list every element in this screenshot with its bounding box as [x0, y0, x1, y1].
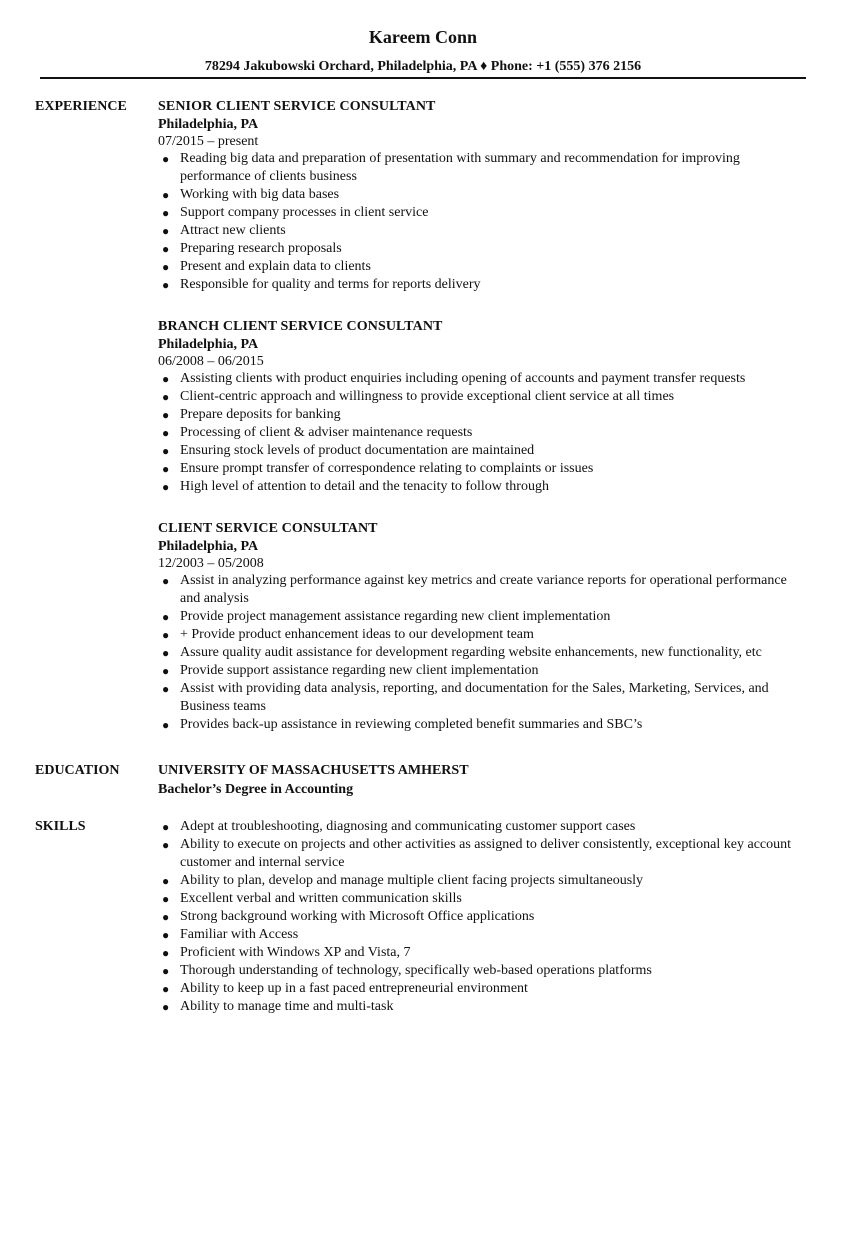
job-location: Philadelphia, PA — [158, 337, 259, 352]
bullet-icon: ● — [162, 964, 170, 978]
header-divider — [40, 77, 806, 79]
education-heading: EDUCATION — [35, 763, 120, 778]
job-location: Philadelphia, PA — [158, 117, 259, 132]
bullet-icon: ● — [162, 664, 170, 678]
bullet-text: Assisting clients with product enquiries including opening of accounts and payment transfer requests — [180, 371, 746, 386]
bullet-text: Support company processes in client service — [180, 205, 429, 220]
bullet-icon: ● — [162, 646, 170, 660]
list-item — [158, 908, 808, 926]
bullet-icon: ● — [162, 910, 170, 924]
list-item — [158, 150, 808, 186]
bullet-icon: ● — [162, 928, 170, 942]
bullet-icon: ● — [162, 838, 170, 852]
list-item — [158, 204, 808, 222]
list-item — [158, 890, 808, 908]
skill-text: Thorough understanding of technology, specifically web-based operations platforms — [180, 963, 652, 978]
list-item — [158, 608, 808, 626]
bullet-icon: ● — [162, 982, 170, 996]
list-item — [158, 442, 808, 460]
list-item — [158, 478, 808, 496]
list-item — [158, 872, 808, 890]
job-title: CLIENT SERVICE CONSULTANT — [158, 521, 378, 536]
job-entry — [158, 520, 808, 734]
list-item — [158, 944, 808, 962]
list-item — [158, 276, 808, 294]
skill-text: Ability to manage time and multi-task — [180, 999, 394, 1014]
bullet-icon: ● — [162, 408, 170, 422]
bullet-icon: ● — [162, 242, 170, 256]
resume-name: Kareem Conn — [368, 27, 478, 47]
list-item — [158, 572, 808, 608]
list-item — [158, 644, 808, 662]
education-school: UNIVERSITY OF MASSACHUSETTS AMHERST — [158, 763, 469, 778]
education-entry — [158, 762, 808, 800]
skill-text: Excellent verbal and written communication skills — [180, 891, 462, 906]
bullet-icon: ● — [162, 628, 170, 642]
list-item — [158, 222, 808, 240]
list-item — [158, 680, 808, 716]
bullet-icon: ● — [162, 874, 170, 888]
bullet-text: Provides back-up assistance in reviewing completed benefit summaries and SBC’s — [180, 717, 643, 732]
bullet-text: Ensuring stock levels of product documentation are maintained — [180, 443, 535, 458]
bullet-icon: ● — [162, 224, 170, 238]
list-item — [158, 370, 808, 388]
list-item — [158, 998, 808, 1016]
job-title: SENIOR CLIENT SERVICE CONSULTANT — [158, 99, 436, 114]
bullet-text: Working with big data bases — [180, 187, 340, 202]
bullet-icon: ● — [162, 820, 170, 834]
list-item — [158, 716, 808, 734]
skill-text: Ability to plan, develop and manage multiple client facing projects simultaneously — [180, 873, 644, 888]
bullet-icon: ● — [162, 260, 170, 274]
skill-text: Ability to keep up in a fast paced entrepreneurial environment — [180, 981, 528, 996]
bullet-icon: ● — [162, 1000, 170, 1014]
bullet-text: Assist with providing data analysis, reporting, and documentation for the Sales, Marketing, Services, and Business teams — [180, 681, 769, 714]
list-item — [158, 836, 808, 872]
list-item — [158, 186, 808, 204]
job-entry — [158, 98, 808, 294]
job-entry — [158, 318, 808, 496]
bullet-text: Provide project management assistance regarding new client implementation — [180, 609, 611, 624]
list-item — [158, 240, 808, 258]
list-item — [158, 406, 808, 424]
list-item — [158, 962, 808, 980]
bullet-icon: ● — [162, 574, 170, 588]
bullet-icon: ● — [162, 426, 170, 440]
job-bullets — [158, 572, 808, 734]
bullet-text: Assist in analyzing performance against key metrics and create variance reports for operational performance and analysis — [180, 573, 787, 606]
bullet-text: Present and explain data to clients — [180, 259, 371, 274]
job-dates: 06/2008 – 06/2015 — [158, 354, 264, 369]
bullet-text: Ensure prompt transfer of correspondence relating to complaints or issues — [180, 461, 594, 476]
bullet-icon: ● — [162, 892, 170, 906]
list-item — [158, 980, 808, 998]
education-degree: Bachelor’s Degree in Accounting — [158, 782, 354, 797]
bullet-icon: ● — [162, 372, 170, 386]
bullet-text: Preparing research proposals — [180, 241, 342, 256]
bullet-icon: ● — [162, 610, 170, 624]
skills-list-block — [158, 818, 808, 1016]
bullet-text: Assure quality audit assistance for development regarding website enhancements, new functionality, etc — [180, 645, 762, 660]
bullet-icon: ● — [162, 946, 170, 960]
skills-heading: SKILLS — [35, 819, 86, 834]
bullet-icon: ● — [162, 462, 170, 476]
job-location: Philadelphia, PA — [158, 539, 259, 554]
skill-text: Familiar with Access — [180, 927, 299, 942]
bullet-text: Reading big data and preparation of presentation with summary and recommendation for improving performance of clients business — [180, 151, 740, 184]
skill-text: Ability to execute on projects and other activities as assigned to deliver consistently, exceptional key account customer and internal service — [180, 837, 792, 870]
bullet-icon: ● — [162, 278, 170, 292]
bullet-text: Processing of client & adviser maintenance requests — [180, 425, 473, 440]
list-item — [158, 460, 808, 478]
bullet-icon: ● — [162, 152, 170, 166]
bullet-icon: ● — [162, 480, 170, 494]
bullet-text: Client-centric approach and willingness to provide exceptional client service at all times — [180, 389, 675, 404]
bullet-text: Prepare deposits for banking — [180, 407, 341, 422]
contact-line: 78294 Jakubowski Orchard, Philadelphia, PA ♦ Phone: +1 (555) 376 2156 — [204, 59, 642, 74]
bullet-icon: ● — [162, 444, 170, 458]
experience-heading: EXPERIENCE — [35, 99, 127, 114]
bullet-icon: ● — [162, 682, 170, 696]
list-item — [158, 424, 808, 442]
bullet-text: + Provide product enhancement ideas to our development team — [180, 627, 534, 642]
list-item — [158, 818, 808, 836]
bullet-icon: ● — [162, 718, 170, 732]
job-dates: 12/2003 – 05/2008 — [158, 556, 264, 571]
job-dates: 07/2015 – present — [158, 134, 259, 149]
skill-text: Strong background working with Microsoft Office applications — [180, 909, 535, 924]
skill-text: Adept at troubleshooting, diagnosing and communicating customer support cases — [180, 819, 636, 834]
bullet-icon: ● — [162, 206, 170, 220]
list-item — [158, 258, 808, 276]
bullet-text: Responsible for quality and terms for reports delivery — [180, 277, 481, 292]
job-bullets — [158, 370, 808, 496]
bullet-text: High level of attention to detail and the tenacity to follow through — [180, 479, 549, 494]
list-item — [158, 388, 808, 406]
bullet-icon: ● — [162, 390, 170, 404]
list-item — [158, 926, 808, 944]
bullet-text: Attract new clients — [180, 223, 286, 238]
skills-list — [158, 818, 808, 1016]
list-item — [158, 662, 808, 680]
job-title: BRANCH CLIENT SERVICE CONSULTANT — [158, 319, 443, 334]
skill-text: Proficient with Windows XP and Vista, 7 — [180, 945, 411, 960]
job-bullets — [158, 150, 808, 294]
bullet-text: Provide support assistance regarding new client implementation — [180, 663, 539, 678]
bullet-icon: ● — [162, 188, 170, 202]
list-item — [158, 626, 808, 644]
